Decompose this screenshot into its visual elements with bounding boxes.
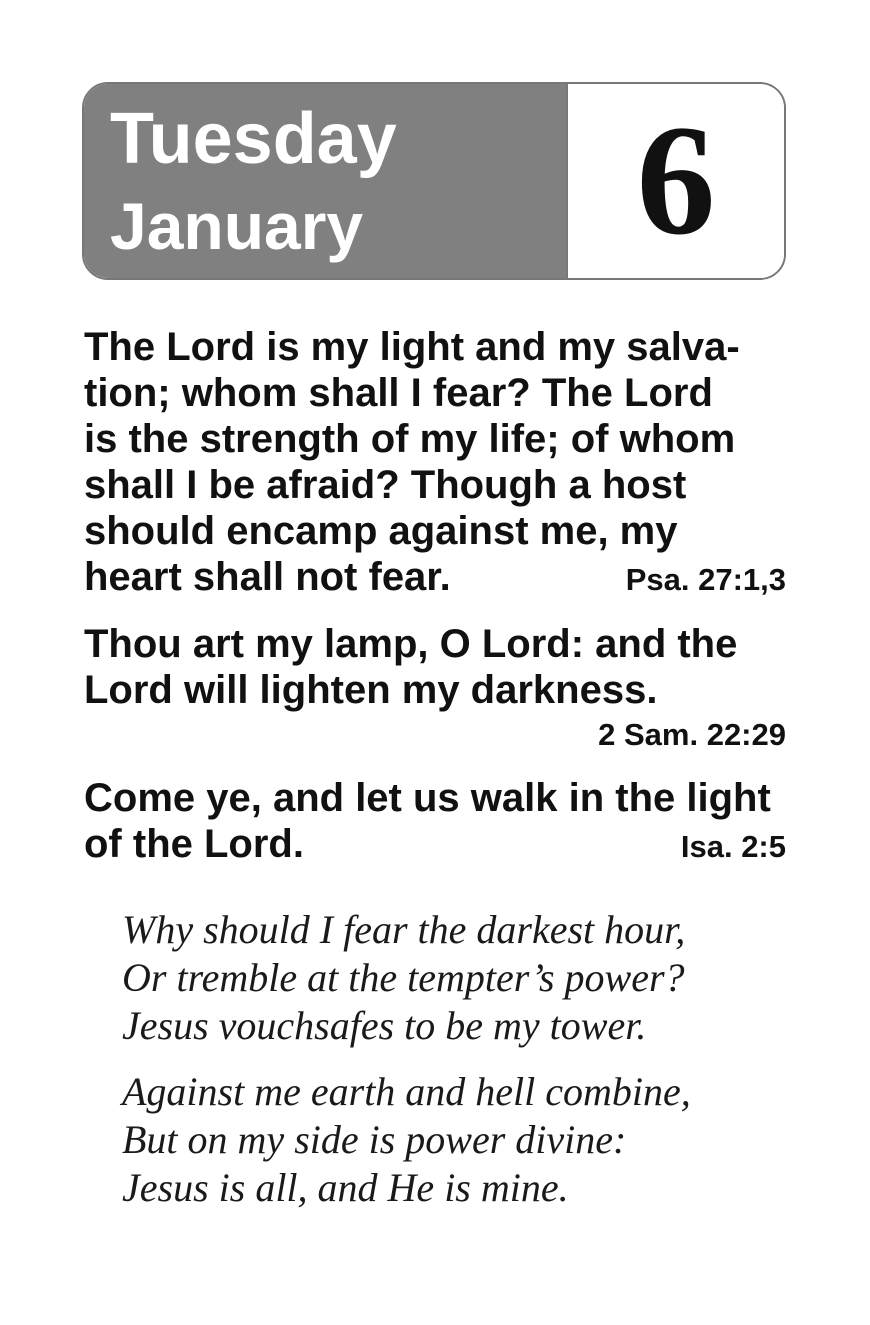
passage-line: Thou art my lamp, O Lord: and the <box>84 622 738 666</box>
scripture-content <box>84 324 786 888</box>
passage-line: is the strength of my life; of whom <box>84 417 736 461</box>
weekday-label: Tuesday <box>110 99 397 179</box>
passage-line-text: The Lord is my light and my salva- <box>84 325 740 369</box>
day-number-panel <box>566 84 784 278</box>
scripture-reference: 2 Sam. 22:29 <box>598 717 786 752</box>
date-header <box>82 82 786 280</box>
scripture-reference: Isa. 2:5 <box>680 829 786 864</box>
passage-line: Lord will lighten my darkness. <box>84 668 658 712</box>
passage-line: Come ye, and let us walk in the light <box>84 776 771 820</box>
hymn-line: Jesus vouchsafes to be my tower. <box>122 1003 647 1048</box>
hymn-line: Why should I fear the darkest hour, <box>122 907 686 952</box>
passage-line: shall I be afraid? Though a host <box>84 463 687 507</box>
hymn-line: Or tremble at the tempter’s power? <box>122 955 685 1000</box>
passage-line <box>84 324 786 370</box>
scripture-passage-3 <box>84 775 786 870</box>
hymn-line: Jesus is all, and He is mine. <box>122 1165 569 1210</box>
day-number: 6 <box>636 93 716 268</box>
scripture-reference: Psa. 27:1,3 <box>625 562 786 597</box>
hymn-stanza-1 <box>122 906 782 1050</box>
passage-line: should encamp against me, my <box>84 509 678 553</box>
date-label-panel <box>84 84 566 278</box>
hymn-line: Against me earth and hell combine, <box>122 1069 691 1114</box>
passage-line-text: of the Lord. <box>84 822 304 866</box>
passage-line: tion; whom shall I fear? The Lord <box>84 371 713 415</box>
hymn-line: But on my side is power divine: <box>122 1117 627 1162</box>
scripture-passage-1 <box>84 324 786 603</box>
month-label: January <box>110 189 364 263</box>
passage-last-line <box>84 554 786 603</box>
passage-last-line <box>84 821 786 870</box>
passage-line-text: heart shall not fear. <box>84 555 451 599</box>
scripture-passage-2 <box>84 621 786 757</box>
hymn-stanza-2 <box>122 1068 782 1212</box>
